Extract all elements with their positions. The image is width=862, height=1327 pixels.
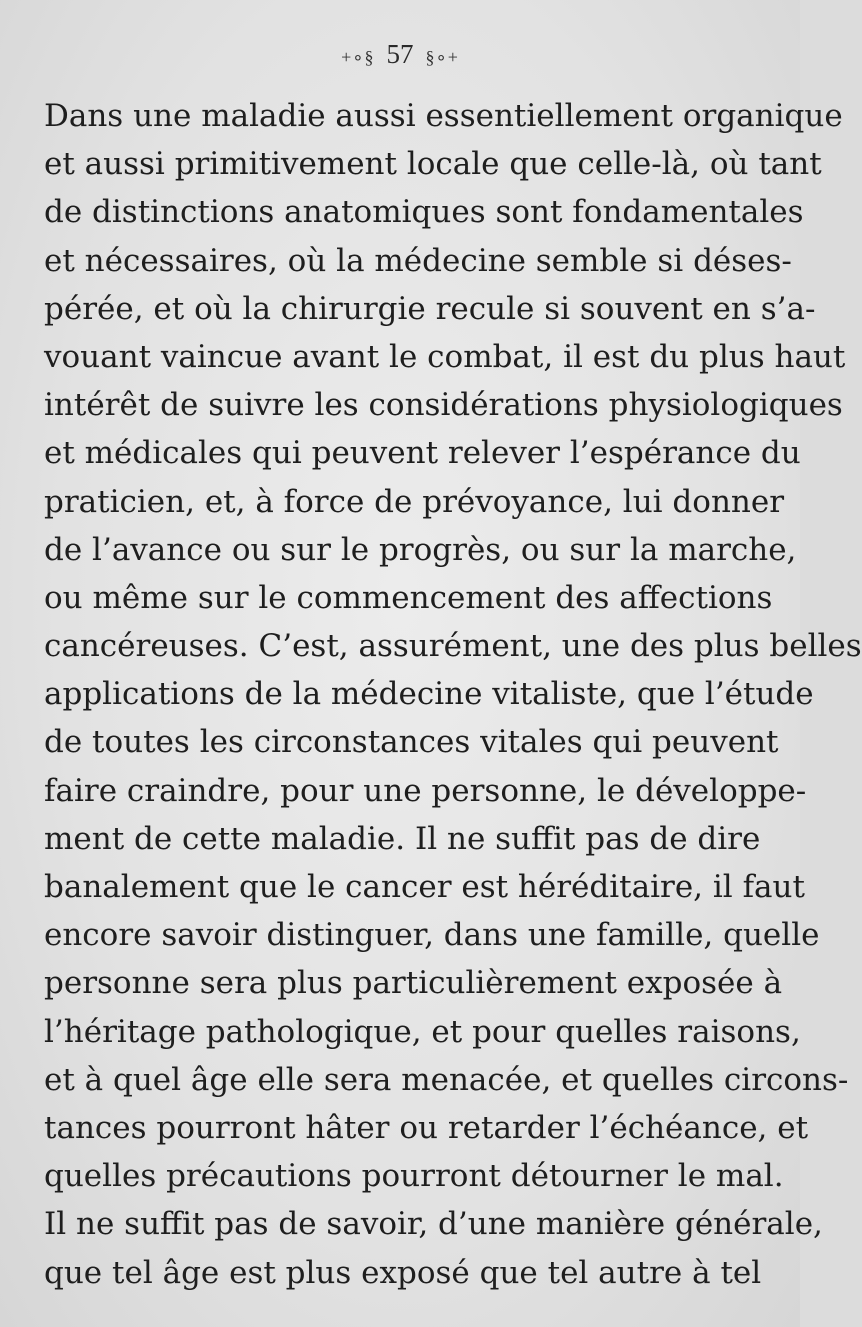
ornament-right: §∘+ [425, 46, 459, 67]
text-line: faire craindre, pour une personne, le développe- [44, 772, 807, 809]
text-line: quelles précautions pourront détourner le mal. [44, 1158, 784, 1195]
text-line: praticien, et, à force de prévoyance, lui donner [44, 483, 785, 520]
text-line: et aussi primitivement locale que celle-là, où tant [44, 146, 822, 183]
text-line: cancéreuses. C’est, assurément, une des plus belles [44, 628, 862, 665]
text-line: intérêt de suivre les considérations physiologiques [44, 387, 843, 424]
text-line: Dans une maladie aussi essentiellement organique [44, 98, 843, 134]
text-line: de l’avance ou sur le progrès, ou sur la marche, [44, 531, 797, 568]
text-line: et nécessaires, où la médecine semble si déses- [44, 242, 792, 279]
text-line: personne sera plus particulièrement exposée à [44, 965, 783, 1002]
text-line: de toutes les circonstances vitales qui peuvent [44, 724, 779, 761]
text-line: ment de cette maladie. Il ne suffit pas de dire [44, 820, 761, 857]
text-line: applications de la médecine vitaliste, que l’étude [44, 676, 814, 713]
text-line: et à quel âge elle sera menacée, et quelles circons- [44, 1061, 849, 1098]
text-line: encore savoir distinguer, dans une famille, quelle [44, 917, 820, 954]
text-line: que tel âge est plus exposé que tel autre à tel [44, 1254, 762, 1291]
text-line: pérée, et où la chirurgie recule si souvent en s’a- [44, 290, 816, 327]
text-line: vouant vaincue avant le combat, il est du plus haut [44, 338, 846, 375]
text-line: tances pourront hâter ou retarder l’échéance, et [44, 1109, 809, 1146]
text-line: banalement que le cancer est héréditaire, il faut [44, 869, 805, 905]
text-line: ou même sur le commencement des affections [44, 579, 773, 616]
text-line: l’héritage pathologique, et pour quelles raisons, [44, 1013, 801, 1050]
page-number: 57 [386, 39, 414, 69]
ornament-left: +∘§ [341, 46, 375, 67]
text-line: de distinctions anatomiques sont fondamentales [44, 194, 804, 231]
text-line: et médicales qui peuvent relever l’espérance du [44, 435, 801, 472]
page-header [0, 36, 800, 75]
page-body-text [44, 92, 862, 1297]
text-line: Il ne suffit pas de savoir, d’une manière générale, [44, 1206, 823, 1243]
